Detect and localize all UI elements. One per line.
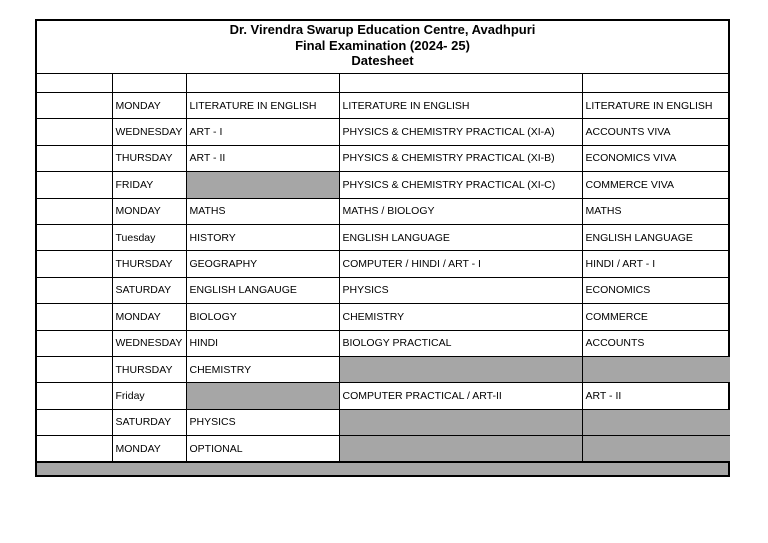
table-row <box>37 383 730 409</box>
date-cell <box>37 383 112 409</box>
subject-cell: LITERATURE IN ENGLISH <box>582 93 730 119</box>
table-row <box>37 436 730 462</box>
date-cell <box>37 304 112 330</box>
date-cell <box>37 198 112 224</box>
table-row <box>37 145 730 171</box>
table-row <box>37 330 730 356</box>
subject-cell: PHYSICS <box>186 409 339 435</box>
subject-cell: HINDI <box>186 330 339 356</box>
subject-cell: ECONOMICS VIVA <box>582 145 730 171</box>
table-row <box>37 119 730 145</box>
day-cell: THURSDAY <box>112 251 186 277</box>
subject-cell: HINDI / ART - I <box>582 251 730 277</box>
day-cell: MONDAY <box>112 93 186 119</box>
table-row <box>37 304 730 330</box>
date-cell <box>37 277 112 303</box>
subject-cell: ENGLISH LANGUAGE <box>339 224 582 250</box>
subject-cell: CHEMISTRY <box>186 356 339 382</box>
day-cell: THURSDAY <box>112 356 186 382</box>
day-cell: SATURDAY <box>112 277 186 303</box>
table-row <box>37 251 730 277</box>
blank-cell <box>37 74 112 93</box>
date-cell <box>37 409 112 435</box>
day-cell: Tuesday <box>112 224 186 250</box>
footer-grey-band <box>37 462 728 475</box>
day-cell: FRIDAY <box>112 172 186 198</box>
table-row <box>37 277 730 303</box>
subject-cell: PHYSICS & CHEMISTRY PRACTICAL (XI-B) <box>339 145 582 171</box>
table-row <box>37 172 730 198</box>
date-cell <box>37 172 112 198</box>
subject-cell: PHYSICS & CHEMISTRY PRACTICAL (XI-A) <box>339 119 582 145</box>
subject-cell: ECONOMICS <box>582 277 730 303</box>
subject-cell <box>582 409 730 435</box>
subject-cell: BIOLOGY PRACTICAL <box>339 330 582 356</box>
day-cell: WEDNESDAY <box>112 119 186 145</box>
subject-cell <box>186 383 339 409</box>
subject-cell <box>339 409 582 435</box>
subject-cell: COMMERCE <box>582 304 730 330</box>
subject-cell: ACCOUNTS <box>582 330 730 356</box>
subject-cell: GEOGRAPHY <box>186 251 339 277</box>
date-cell <box>37 436 112 462</box>
subject-cell: CHEMISTRY <box>339 304 582 330</box>
subject-cell: ART - II <box>582 383 730 409</box>
subject-cell: LITERATURE IN ENGLISH <box>339 93 582 119</box>
table-row <box>37 93 730 119</box>
subject-cell: ACCOUNTS VIVA <box>582 119 730 145</box>
table-row <box>37 356 730 382</box>
subject-cell: ENGLISH LANGAUGE <box>186 277 339 303</box>
datesheet-table <box>35 19 730 477</box>
blank-header-row <box>37 74 730 93</box>
subject-cell: LITERATURE IN ENGLISH <box>186 93 339 119</box>
subject-cell: MATHS / BIOLOGY <box>339 198 582 224</box>
subject-cell: COMPUTER PRACTICAL / ART-II <box>339 383 582 409</box>
table-row <box>37 198 730 224</box>
blank-cell <box>582 74 730 93</box>
day-cell: SATURDAY <box>112 409 186 435</box>
subject-cell <box>339 356 582 382</box>
day-cell: Friday <box>112 383 186 409</box>
date-cell <box>37 119 112 145</box>
school-name: Dr. Virendra Swarup Education Centre, Avadhpuri <box>229 22 536 37</box>
table-row <box>37 224 730 250</box>
title-block <box>37 21 728 74</box>
day-cell: MONDAY <box>112 436 186 462</box>
subject-cell: BIOLOGY <box>186 304 339 330</box>
blank-cell <box>339 74 582 93</box>
blank-cell <box>186 74 339 93</box>
sheet-title: Datesheet <box>351 53 414 68</box>
subject-cell: COMMERCE VIVA <box>582 172 730 198</box>
date-cell <box>37 251 112 277</box>
subject-cell: MATHS <box>582 198 730 224</box>
subject-cell: COMPUTER / HINDI / ART - I <box>339 251 582 277</box>
subject-cell: ART - II <box>186 145 339 171</box>
date-cell <box>37 93 112 119</box>
subject-cell <box>186 172 339 198</box>
subject-cell: MATHS <box>186 198 339 224</box>
subject-cell: PHYSICS <box>339 277 582 303</box>
blank-cell <box>112 74 186 93</box>
subject-cell: OPTIONAL <box>186 436 339 462</box>
date-cell <box>37 356 112 382</box>
table-row <box>37 409 730 435</box>
subject-cell <box>582 356 730 382</box>
subject-cell: PHYSICS & CHEMISTRY PRACTICAL (XI-C) <box>339 172 582 198</box>
exam-title: Final Examination (2024- 25) <box>295 37 470 53</box>
date-cell <box>37 145 112 171</box>
date-cell <box>37 330 112 356</box>
day-cell: MONDAY <box>112 198 186 224</box>
date-cell <box>37 224 112 250</box>
day-cell: WEDNESDAY <box>112 330 186 356</box>
subject-cell: ENGLISH LANGUAGE <box>582 224 730 250</box>
schedule-grid <box>37 74 730 462</box>
day-cell: MONDAY <box>112 304 186 330</box>
subject-cell: ART - I <box>186 119 339 145</box>
subject-cell <box>339 436 582 462</box>
day-cell: THURSDAY <box>112 145 186 171</box>
subject-cell: HISTORY <box>186 224 339 250</box>
subject-cell <box>582 436 730 462</box>
